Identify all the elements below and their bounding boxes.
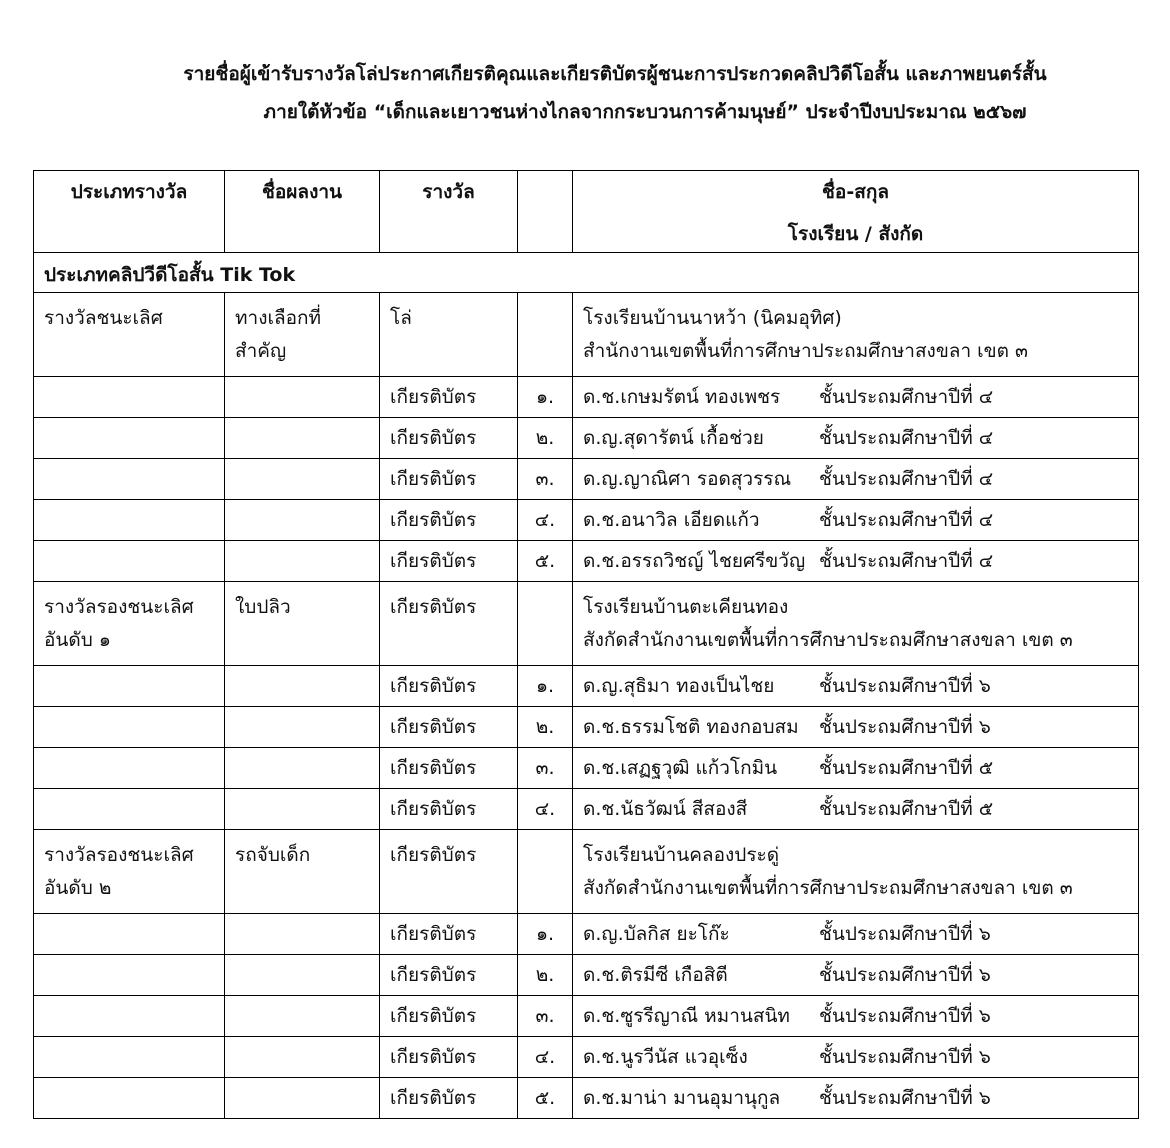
work-title-cell: [225, 582, 380, 666]
empty-type-cell: [34, 666, 225, 707]
student-number-cell: ๑.: [518, 666, 573, 707]
work-title-line-2: สำคัญ: [235, 340, 287, 362]
award-type-cell: [34, 830, 225, 914]
empty-work-cell: [225, 1078, 380, 1119]
student-award-cell: เกียรติบัตร: [380, 955, 518, 996]
awards-table: [33, 170, 1139, 1119]
award-type-line-1: รางวัลรองชนะเลิศ: [44, 596, 194, 618]
award-cell: เกียรติบัตร: [380, 830, 518, 914]
student-number-cell: ๓.: [518, 748, 573, 789]
school-name: โรงเรียนบ้านนาหว้า (นิคมอุทิศ): [583, 307, 842, 329]
student-grade: ชั้นประถมศึกษาปีที่ ๖: [819, 1005, 991, 1027]
empty-type-cell: [34, 955, 225, 996]
empty-type-cell: [34, 707, 225, 748]
student-number-cell: ๕.: [518, 1078, 573, 1119]
student-row: [34, 377, 1139, 418]
student-name: ด.ช.ซูรรีญาณี หมานสนิท: [583, 1005, 790, 1027]
school-cell: [573, 293, 1139, 377]
student-name-cell: [573, 541, 1139, 582]
empty-work-cell: [225, 377, 380, 418]
document-title-line-2: ภายใต้หัวข้อ “เด็กและเยาวชนห่างไกลจากกระบวนการค้ามนุษย์” ประจำปีงบประมาณ ๒๕๖๗: [263, 101, 1027, 123]
student-award-cell: เกียรติบัตร: [380, 418, 518, 459]
header-name: ชื่อ-สกุล: [822, 181, 889, 203]
student-award-cell: เกียรติบัตร: [380, 914, 518, 955]
student-grade: ชั้นประถมศึกษาปีที่ ๔: [819, 386, 994, 408]
award-cell: โล่: [380, 293, 518, 377]
award-group-row: [34, 293, 1139, 377]
student-name-cell: [573, 789, 1139, 830]
empty-work-cell: [225, 459, 380, 500]
student-row: [34, 789, 1139, 830]
number-cell: [518, 830, 573, 914]
award-type-cell: [34, 582, 225, 666]
student-name-cell: [573, 1037, 1139, 1078]
empty-work-cell: [225, 418, 380, 459]
empty-type-cell: [34, 418, 225, 459]
student-name-cell: [573, 1078, 1139, 1119]
student-number-cell: ๕.: [518, 541, 573, 582]
student-grade: ชั้นประถมศึกษาปีที่ ๔: [819, 427, 994, 449]
section-row: [34, 253, 1139, 293]
student-row: [34, 459, 1139, 500]
student-row: [34, 996, 1139, 1037]
student-award-cell: เกียรติบัตร: [380, 1037, 518, 1078]
student-name: ด.ช.อรรถวิชญ์ ไชยศรีขวัญ: [583, 550, 806, 572]
student-grade: ชั้นประถมศึกษาปีที่ ๖: [819, 1087, 991, 1109]
student-award-cell: เกียรติบัตร: [380, 377, 518, 418]
student-number-cell: ๔.: [518, 500, 573, 541]
student-name-cell: [573, 500, 1139, 541]
empty-type-cell: [34, 914, 225, 955]
header-number: [518, 171, 573, 253]
empty-work-cell: [225, 541, 380, 582]
student-name-cell: [573, 996, 1139, 1037]
student-name: ด.ช.เสฏฐวุฒิ แก้วโกมิน: [583, 757, 778, 779]
student-row: [34, 707, 1139, 748]
empty-work-cell: [225, 789, 380, 830]
award-type-line-1: รางวัลรองชนะเลิศ: [44, 844, 194, 866]
student-number-cell: ๓.: [518, 459, 573, 500]
student-grade: ชั้นประถมศึกษาปีที่ ๖: [819, 675, 991, 697]
header-work-title: ชื่อผลงาน: [225, 171, 380, 253]
empty-work-cell: [225, 666, 380, 707]
student-name: ด.ญ.ญาณิศา รอดสุวรรณ: [583, 468, 792, 490]
student-award-cell: เกียรติบัตร: [380, 541, 518, 582]
award-type-cell: [34, 293, 225, 377]
student-award-cell: เกียรติบัตร: [380, 1078, 518, 1119]
document-title-line-1: รายชื่อผู้เข้ารับรางวัลโล่ประกาศเกียรติคุณและเกียรติบัตรผู้ชนะการประกวดคลิปวิดีโอสั้น และภาพยนตร์สั้น: [183, 63, 1047, 85]
student-row: [34, 541, 1139, 582]
empty-type-cell: [34, 541, 225, 582]
award-type-line-2: อันดับ ๑: [44, 629, 111, 651]
student-number-cell: ๑.: [518, 377, 573, 418]
student-award-cell: เกียรติบัตร: [380, 459, 518, 500]
empty-type-cell: [34, 1037, 225, 1078]
student-grade: ชั้นประถมศึกษาปีที่ ๖: [819, 964, 991, 986]
student-grade: ชั้นประถมศึกษาปีที่ ๔: [819, 468, 994, 490]
number-cell: [518, 582, 573, 666]
student-award-cell: เกียรติบัตร: [380, 996, 518, 1037]
student-name: ด.ญ.สุธิมา ทองเป็นไชย: [583, 675, 775, 697]
student-grade: ชั้นประถมศึกษาปีที่ ๖: [819, 716, 991, 738]
school-cell: [573, 830, 1139, 914]
student-grade: ชั้นประถมศึกษาปีที่ ๖: [819, 923, 991, 945]
school-affiliation: สังกัดสำนักงานเขตพื้นที่การศึกษาประถมศึกษาสงขลา เขต ๓: [583, 877, 1073, 899]
student-name: ด.ช.นูรวีนัส แวอุเซ็ง: [583, 1046, 748, 1068]
student-name: ด.ช.อนาวิล เอียดแก้ว: [583, 509, 760, 531]
student-award-cell: เกียรติบัตร: [380, 707, 518, 748]
student-number-cell: ๔.: [518, 1037, 573, 1078]
empty-work-cell: [225, 707, 380, 748]
header-name-school: [573, 171, 1139, 253]
empty-work-cell: [225, 914, 380, 955]
award-cell: เกียรติบัตร: [380, 582, 518, 666]
student-row: [34, 500, 1139, 541]
student-grade: ชั้นประถมศึกษาปีที่ ๖: [819, 1046, 991, 1068]
award-type-line-1: รางวัลชนะเลิศ: [44, 307, 163, 329]
student-name-cell: [573, 914, 1139, 955]
empty-type-cell: [34, 459, 225, 500]
empty-type-cell: [34, 748, 225, 789]
empty-work-cell: [225, 996, 380, 1037]
student-name: ด.ญ.สุดารัตน์ เกื้อช่วย: [583, 427, 764, 449]
award-type-line-2: อันดับ ๒: [44, 877, 112, 899]
student-name: ด.ช.ธรรมโชติ ทองกอบสม: [583, 716, 799, 738]
award-group-row: [34, 582, 1139, 666]
student-row: [34, 418, 1139, 459]
student-name-cell: [573, 748, 1139, 789]
work-title-line-1: ทางเลือกที่: [235, 307, 322, 329]
empty-type-cell: [34, 377, 225, 418]
work-title-cell: [225, 293, 380, 377]
student-name: ด.ช.มาน่า มานอุมานุกูล: [583, 1087, 781, 1109]
student-name-cell: [573, 459, 1139, 500]
student-award-cell: เกียรติบัตร: [380, 500, 518, 541]
student-number-cell: ๒.: [518, 707, 573, 748]
student-name-cell: [573, 418, 1139, 459]
header-award-type: ประเภทรางวัล: [34, 171, 225, 253]
student-name-cell: [573, 707, 1139, 748]
student-number-cell: ๔.: [518, 789, 573, 830]
school-affiliation: สำนักงานเขตพื้นที่การศึกษาประถมศึกษาสงขลา เขต ๓: [583, 340, 1029, 362]
student-row: [34, 666, 1139, 707]
student-grade: ชั้นประถมศึกษาปีที่ ๔: [819, 509, 994, 531]
award-group-row: [34, 830, 1139, 914]
student-award-cell: เกียรติบัตร: [380, 748, 518, 789]
empty-work-cell: [225, 955, 380, 996]
header-school: โรงเรียน / สังกัด: [787, 223, 924, 245]
empty-type-cell: [34, 1078, 225, 1119]
student-award-cell: เกียรติบัตร: [380, 666, 518, 707]
school-cell: [573, 582, 1139, 666]
awards-table-body: [34, 171, 1139, 1119]
student-grade: ชั้นประถมศึกษาปีที่ ๕: [819, 757, 994, 779]
student-row: [34, 955, 1139, 996]
school-name: โรงเรียนบ้านตะเคียนทอง: [583, 596, 789, 618]
student-name-cell: [573, 666, 1139, 707]
school-name: โรงเรียนบ้านคลองประดู่: [583, 844, 780, 866]
student-grade: ชั้นประถมศึกษาปีที่ ๕: [819, 798, 994, 820]
table-header-row: [34, 171, 1139, 253]
student-row: [34, 748, 1139, 789]
student-grade: ชั้นประถมศึกษาปีที่ ๔: [819, 550, 994, 572]
student-name-cell: [573, 377, 1139, 418]
header-award: รางวัล: [380, 171, 518, 253]
empty-work-cell: [225, 748, 380, 789]
student-number-cell: ๒.: [518, 955, 573, 996]
student-name: ด.ช.ติรมีซี เกือสิตี: [583, 964, 728, 986]
empty-type-cell: [34, 789, 225, 830]
student-number-cell: ๓.: [518, 996, 573, 1037]
student-name-cell: [573, 955, 1139, 996]
work-title-cell: [225, 830, 380, 914]
student-award-cell: เกียรติบัตร: [380, 789, 518, 830]
student-name: ด.ญ.บัลกิส ยะโก๊ะ: [583, 923, 730, 945]
work-title-line-1: ใบปลิว: [235, 596, 291, 618]
number-cell: [518, 293, 573, 377]
school-affiliation: สังกัดสำนักงานเขตพื้นที่การศึกษาประถมศึกษาสงขลา เขต ๓: [583, 629, 1073, 651]
student-name: ด.ช.เกษมรัตน์ ทองเพชร: [583, 386, 781, 408]
student-row: [34, 914, 1139, 955]
empty-type-cell: [34, 500, 225, 541]
student-name: ด.ช.นัธวัฒน์ สีสองสี: [583, 798, 748, 820]
student-row: [34, 1037, 1139, 1078]
student-number-cell: ๑.: [518, 914, 573, 955]
empty-work-cell: [225, 500, 380, 541]
work-title-line-1: รถจับเด็ก: [235, 844, 311, 866]
student-row: [34, 1078, 1139, 1119]
empty-type-cell: [34, 996, 225, 1037]
empty-work-cell: [225, 1037, 380, 1078]
student-number-cell: ๒.: [518, 418, 573, 459]
section-title: ประเภทคลิปวีดีโอสั้น Tik Tok: [34, 253, 1139, 293]
